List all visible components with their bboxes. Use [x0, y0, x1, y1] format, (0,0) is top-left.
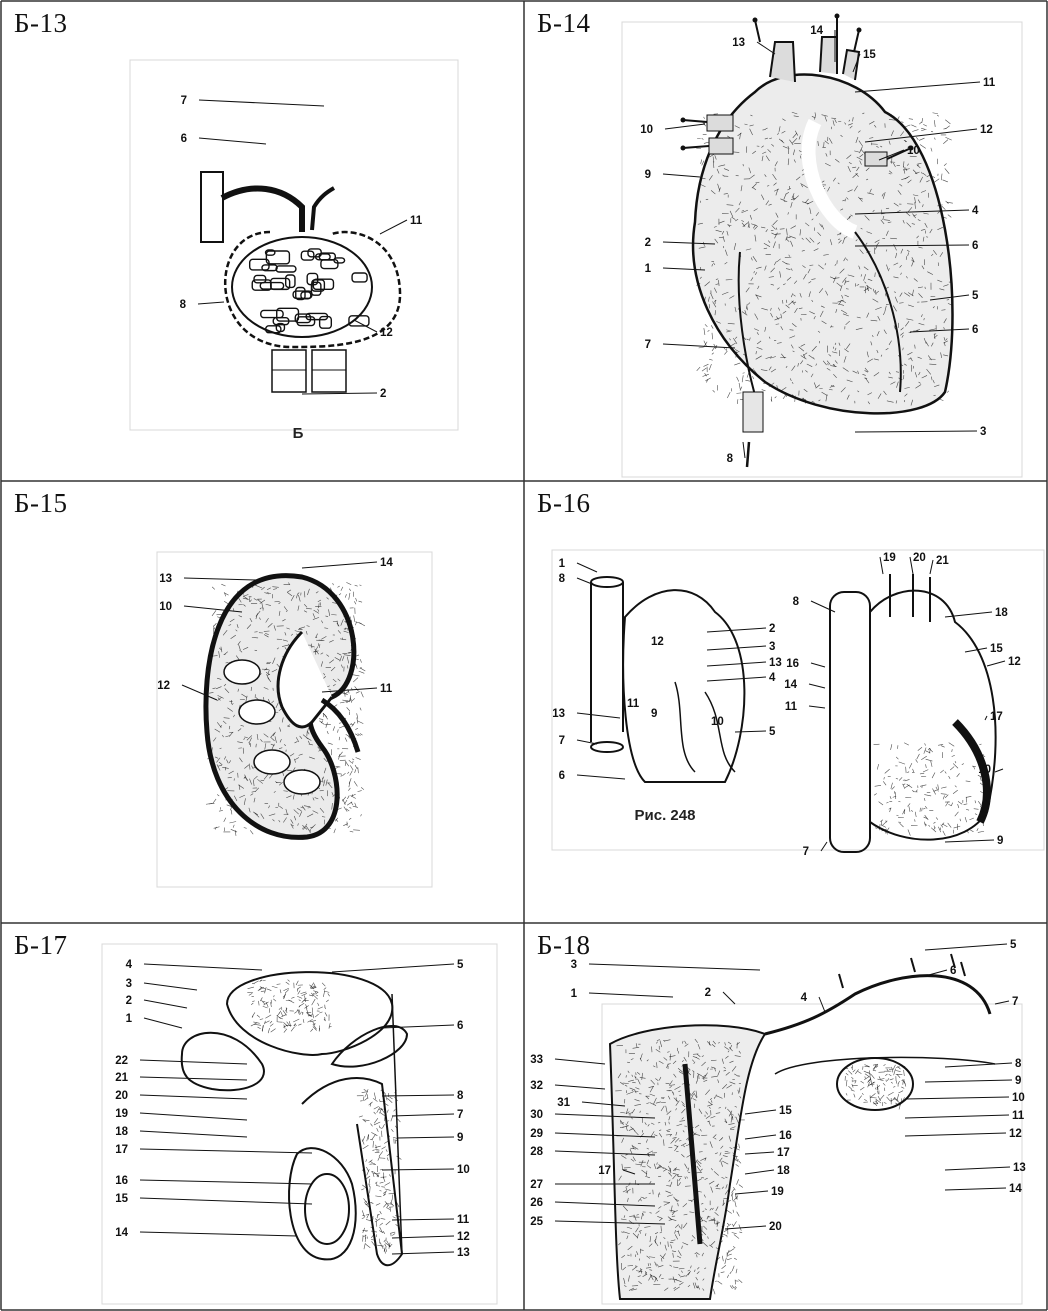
leader-line [144, 1000, 187, 1008]
testis [305, 1174, 349, 1244]
leader-line [199, 100, 324, 106]
diagram-b16-heart-section [525, 482, 1046, 922]
leader-line [140, 1180, 312, 1184]
leader-line [144, 983, 197, 990]
pulmonary-vein-upper [707, 115, 733, 131]
callout-label: 12 [980, 124, 993, 136]
callout-label: 13 [159, 573, 172, 585]
leader-line [965, 648, 987, 652]
callout-label: 7 [802, 846, 809, 858]
callout-label: 15 [779, 1105, 792, 1117]
leader-line [555, 1059, 605, 1064]
renal-pyramid [284, 770, 320, 794]
callout-label: 30 [530, 1109, 543, 1121]
leader-line [382, 1095, 454, 1096]
callout-label: 4 [800, 992, 807, 1004]
vena-cava-right [830, 592, 870, 852]
callout-label: 10 [1012, 1092, 1025, 1104]
leader-line [589, 964, 760, 970]
leader-line [930, 560, 933, 574]
diagram-b15-kidney [2, 482, 525, 922]
callout-label: 18 [995, 607, 1008, 619]
pulmonary-vein-lower [709, 138, 733, 154]
callout-label: 21 [936, 555, 949, 567]
callout-label: 3 [769, 641, 776, 653]
figure-drawing [2, 924, 525, 1309]
callout-label: 13 [457, 1247, 470, 1259]
callout-label: 17 [115, 1144, 128, 1156]
callout-label: 18 [777, 1165, 790, 1177]
callout-label: 14 [810, 25, 823, 37]
leader-line [735, 1191, 768, 1194]
callout-label: 7 [558, 735, 565, 747]
callout-label: 33 [530, 1054, 543, 1066]
leader-line [302, 562, 377, 568]
callout-label: 9 [1015, 1075, 1022, 1087]
flow-arrow [683, 120, 707, 122]
vessel-segment [201, 172, 223, 242]
callout-label: 22 [115, 1055, 128, 1067]
callout-label: 10 [907, 145, 920, 157]
callout-label: 11 [457, 1214, 470, 1226]
leader-line [380, 220, 407, 234]
callout-label: 9 [644, 169, 651, 181]
callout-label: 5 [972, 290, 979, 302]
valves [675, 682, 735, 772]
fallopian-tube [765, 976, 990, 1034]
leader-line [589, 993, 673, 997]
leader-line [855, 82, 980, 92]
fimbria [961, 962, 965, 976]
leader-line [905, 1133, 1006, 1136]
flow-arrow [854, 30, 859, 52]
callout-label: 15 [115, 1193, 128, 1205]
callout-label: 2 [380, 388, 387, 400]
diagram-b17-male-organs [2, 924, 525, 1309]
efferent-arteriole [312, 188, 334, 230]
leader-line [144, 964, 262, 970]
callout-label: 15 [990, 643, 1003, 655]
callout-label: 1 [644, 263, 651, 275]
ureter [322, 700, 358, 752]
flow-arrow [683, 146, 709, 148]
figure-caption: Рис. 248 [634, 807, 696, 824]
subclavian-branch [843, 50, 859, 80]
callout-label: 16 [115, 1175, 128, 1187]
cell-title: Б-16 [537, 488, 591, 518]
callout-label: 6 [558, 770, 565, 782]
figure-frame [102, 944, 497, 1304]
leader-line [757, 42, 775, 54]
callout-label: 3 [570, 959, 577, 971]
symphysis [182, 1033, 264, 1091]
aorta-branch [770, 42, 795, 82]
leader-line [987, 661, 1005, 666]
leader-line [140, 1113, 247, 1120]
leader-line [745, 1170, 774, 1174]
callout-label: 1 [125, 1013, 132, 1025]
figure-frame [130, 60, 458, 430]
leader-line [745, 1152, 774, 1154]
callout-label: 10 [457, 1164, 470, 1176]
callout-label: 32 [530, 1080, 543, 1092]
leader-line [735, 731, 766, 732]
renal-pyramid [224, 660, 260, 684]
leader-line [302, 393, 377, 394]
leader-line [577, 563, 597, 572]
callout-labels [115, 959, 470, 1259]
leader-line [743, 442, 745, 458]
leader-line [811, 663, 825, 667]
leader-line [392, 1114, 454, 1116]
leader-line [663, 174, 700, 177]
callout-label: 6 [180, 133, 187, 145]
callout-labels [530, 939, 1026, 1233]
leader-line [555, 1085, 605, 1089]
leader-line [663, 344, 735, 348]
leader-line [140, 1060, 247, 1064]
tubule-cells-right [312, 350, 346, 392]
leader-line [995, 769, 1003, 772]
figure-drawing [525, 924, 1046, 1309]
leader-line [198, 302, 224, 304]
callout-label: 17 [598, 1165, 611, 1177]
cell-title: Б-14 [537, 8, 591, 38]
leader-line [855, 431, 977, 432]
callout-label: 3 [980, 426, 987, 438]
callout-label: 11 [983, 77, 996, 89]
callout-label: 10 [640, 124, 653, 136]
callout-label: 2 [769, 623, 776, 635]
callout-label: 6 [972, 324, 979, 336]
callout-label: 12 [651, 636, 664, 648]
fimbria [839, 974, 843, 988]
callout-label: 1 [570, 988, 577, 1000]
papillary-muscles [874, 742, 990, 836]
callout-label: 13 [552, 708, 565, 720]
callout-label: 4 [972, 205, 979, 217]
leader-line [140, 1095, 247, 1099]
callout-label: 16 [786, 658, 799, 670]
callout-label: 19 [883, 552, 896, 564]
leader-line [332, 964, 454, 972]
figure-drawing [2, 2, 525, 480]
callout-label: 12 [380, 327, 393, 339]
callout-label: 14 [115, 1227, 128, 1239]
callout-label: 12 [1009, 1128, 1022, 1140]
callout-label: 9 [651, 708, 658, 720]
leader-line [665, 124, 705, 129]
callout-label: 19 [115, 1108, 128, 1120]
leader-line [985, 716, 987, 720]
leader-line [577, 740, 597, 744]
leader-line [723, 992, 735, 1004]
figure-drawing [525, 482, 1046, 922]
callout-label: 5 [769, 726, 776, 738]
leader-line [397, 1137, 454, 1138]
cell-title: Б-17 [14, 930, 68, 960]
great-vessels [890, 574, 930, 622]
carotid-branch [820, 37, 837, 74]
callout-label: 14 [380, 557, 393, 569]
capillary-loops [250, 249, 369, 333]
heart-section-right [870, 591, 996, 840]
bladder [227, 972, 392, 1055]
leader-line [140, 1232, 297, 1236]
callout-label: 9 [457, 1132, 464, 1144]
callout-label: 17 [990, 711, 1003, 723]
callout-label: 3 [125, 978, 132, 990]
callout-label: 7 [457, 1109, 464, 1121]
callout-label: 13 [732, 37, 745, 49]
tubule-cells-left [272, 350, 306, 392]
callout-label: 11 [410, 215, 423, 227]
diagram-b13-nephron [2, 2, 525, 480]
callout-label: 8 [792, 596, 799, 608]
callout-label: 6 [950, 965, 957, 977]
leader-line [725, 1226, 766, 1229]
cell-title: Б-15 [14, 488, 68, 518]
callout-label: 17 [777, 1147, 790, 1159]
fimbria [911, 958, 915, 972]
callout-label: 14 [784, 679, 797, 691]
callout-label: 8 [179, 299, 186, 311]
callout-label: 13 [1013, 1162, 1026, 1174]
figure-drawing [2, 482, 525, 922]
callout-label: 14 [1009, 1183, 1022, 1195]
callout-label: 4 [769, 672, 776, 684]
callout-label: 15 [863, 49, 876, 61]
callout-label: 1 [558, 558, 565, 570]
callout-label: 12 [457, 1231, 470, 1243]
leader-line [184, 578, 257, 580]
leader-line [199, 138, 266, 144]
leader-line [577, 713, 620, 718]
leader-line [707, 677, 766, 681]
callout-label: 11 [1012, 1110, 1025, 1122]
renal-pyramid [254, 750, 290, 774]
leader-line [140, 1149, 312, 1153]
callout-label: 20 [769, 1221, 782, 1233]
leader-line [707, 646, 766, 650]
cell-title: Б-18 [537, 930, 591, 960]
diagram-b14-heart [525, 2, 1046, 480]
ovary [837, 1058, 913, 1110]
callout-label: 31 [557, 1097, 570, 1109]
callout-label: 12 [1008, 656, 1021, 668]
bladder-texture [247, 980, 331, 1033]
leader-line [945, 840, 994, 842]
callout-label: 12 [157, 680, 170, 692]
callout-label: 6 [457, 1020, 464, 1032]
callout-label: 11 [380, 683, 393, 695]
callout-label: 8 [457, 1090, 464, 1102]
leader-line [905, 1115, 1009, 1118]
diagram-b18-female-organs [525, 924, 1046, 1309]
leader-line [945, 1188, 1006, 1190]
heart-section-left [623, 590, 744, 782]
callout-label: 7 [644, 339, 651, 351]
figure-caption: Б [292, 425, 304, 442]
renal-pyramid [239, 700, 275, 724]
callout-label: 5 [457, 959, 464, 971]
callout-label: 6 [972, 240, 979, 252]
callout-label: 28 [530, 1146, 543, 1158]
callout-label: 4 [125, 959, 132, 971]
leader-line [925, 1080, 1012, 1082]
corpus-texture [357, 1089, 401, 1253]
callout-label: 18 [115, 1126, 128, 1138]
leader-line [809, 684, 825, 688]
leader-line [945, 1063, 1012, 1067]
callout-label: 19 [771, 1186, 784, 1198]
callout-label: 20 [115, 1090, 128, 1102]
callout-label: 8 [1015, 1058, 1022, 1070]
callout-label: 7 [180, 95, 187, 107]
leader-line [140, 1077, 247, 1080]
callout-label: 2 [704, 987, 711, 999]
leader-line [809, 706, 825, 708]
ovary-texture [845, 1064, 906, 1109]
rectum [332, 1026, 407, 1067]
callout-label: 5 [1010, 939, 1017, 951]
flow-arrow-in [747, 442, 749, 467]
leader-line [745, 1135, 776, 1139]
callout-label: 29 [530, 1128, 543, 1140]
callout-label: 10 [159, 601, 172, 613]
leader-line [945, 1167, 1010, 1170]
pulmonary-artery-branch [865, 152, 887, 166]
callout-label: 27 [530, 1179, 543, 1191]
callout-label: 10 [711, 716, 724, 728]
figure-frame [552, 550, 1044, 850]
callout-label: 11 [784, 701, 797, 713]
leader-line [140, 1198, 312, 1204]
callout-label: 8 [726, 453, 733, 465]
callout-label: 2 [644, 237, 651, 249]
callout-label: 25 [530, 1216, 543, 1228]
callout-label: 20 [913, 552, 926, 564]
callout-label: 7 [1012, 996, 1019, 1008]
leader-line [925, 944, 1007, 950]
leader-line [144, 1018, 182, 1028]
leader-line [905, 1097, 1009, 1099]
callout-label: 10 [978, 764, 991, 776]
callout-label: 21 [115, 1072, 128, 1084]
leader-line [707, 628, 766, 632]
cell-title: Б-13 [14, 8, 68, 38]
callout-label: 26 [530, 1197, 543, 1209]
callout-label: 9 [997, 835, 1004, 847]
inferior-vena-cava [743, 392, 763, 432]
leader-line [577, 775, 625, 779]
callout-label: 2 [125, 995, 132, 1007]
afferent-arteriole [222, 188, 302, 232]
callout-label: 16 [779, 1130, 792, 1142]
figure-drawing [525, 2, 1046, 480]
leader-line [707, 662, 766, 666]
callout-labels [180, 95, 423, 400]
callout-label: 8 [558, 573, 565, 585]
flow-arrow [755, 20, 760, 42]
callout-label: 13 [769, 657, 782, 669]
leader-line [140, 1131, 247, 1137]
callout-label: 11 [627, 698, 640, 710]
leader-line [745, 1110, 776, 1114]
